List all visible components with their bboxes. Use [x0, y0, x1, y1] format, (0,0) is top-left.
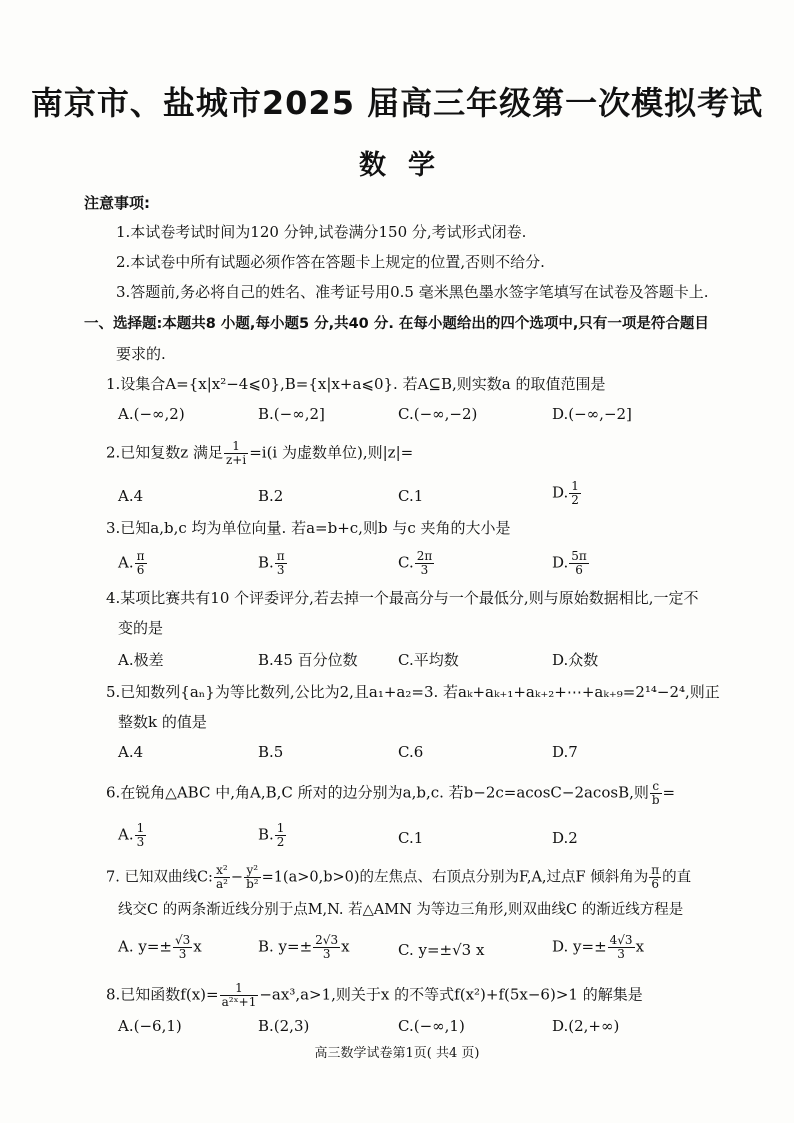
question-5-cont: 整数k 的值是: [118, 713, 207, 731]
q8-fraction: $\frac{1}{\text{a²ˣ+1}}$: [221, 981, 257, 1009]
q4-option-d: D.众数: [552, 651, 599, 669]
q7-option-a: A. y=± $\frac{√3}{3}$ x: [118, 933, 202, 961]
q2-option-d: D. $\frac{1}{2}$: [552, 479, 579, 507]
q2-option-a: A.4: [118, 487, 144, 505]
question-7-cont: 线交C 的两条渐近线分别于点M,N. 若△AMN 为等边三角形,则双曲线C 的渐近线方程是: [118, 902, 684, 918]
notice-item-2: 2.本试卷中所有试题必须作答在答题卡上规定的位置,否则不给分.: [116, 253, 545, 271]
section-heading-cont: 要求的.: [116, 345, 166, 363]
q8-option-b: B.(2,3): [258, 1017, 310, 1035]
q2-fraction: $\frac{1}{z+i}$: [225, 439, 247, 467]
q7-option-d: D. y=± $\frac{4√3}{3}$ x: [552, 933, 645, 961]
q2-option-b: B.2: [258, 487, 284, 505]
q1-option-b: B.(−∞,2]: [258, 405, 325, 423]
q5-option-a: A.4: [118, 743, 144, 761]
q3-option-a: A. $\frac{\pi}{6}$: [118, 549, 145, 577]
q5-option-d: D.7: [552, 743, 578, 761]
q5-option-b: B.5: [258, 743, 284, 761]
q4-option-a: A.极差: [118, 651, 164, 669]
q1-option-a: A.(−∞,2): [118, 405, 185, 423]
q4-option-c: C.平均数: [398, 651, 459, 669]
question-7: 7. 已知双曲线C: $\frac{\text{x²}}{\text{a²}}$ − $\frac{\text{y²}}{\text{b²}}$ =1(a>0,b>0)的左焦点、右顶点分别为F,A,过点F 倾斜角为 $\frac{\pi}{6}$ 的直: [106, 863, 692, 891]
q8-option-d: D.(2,+∞): [552, 1017, 620, 1035]
q4-option-b: B.45 百分位数: [258, 651, 358, 669]
q7-option-b: B. y=± $\frac{2√3}{3}$ x: [258, 933, 350, 961]
question-4: 4.某项比赛共有10 个评委评分,若去掉一个最高分与一个最低分,则与原始数据相比,一定不: [106, 589, 699, 607]
question-8: 8.已知函数f(x)= $\frac{1}{\text{a²ˣ+1}}$ −ax³,a>1,则关于x 的不等式f(x²)+f(5x−6)>1 的解集是: [106, 981, 643, 1009]
exam-title: 南京市、盐城市2025 届高三年级第一次模拟考试: [30, 84, 764, 122]
q6-fraction: $\frac{c}{b}$: [651, 779, 660, 807]
page-footer: 高三数学试卷第1页( 共4 页): [314, 1046, 480, 1061]
q8-option-a: A.(−6,1): [118, 1017, 182, 1035]
q3-option-d: D. $\frac{5\pi}{6}$: [552, 549, 587, 577]
q2-option-c: C.1: [398, 487, 424, 505]
section-heading: 一、选择题:本题共8 小题,每小题5 分,共40 分. 在每小题给出的四个选项中,只有一项是符合题目: [84, 316, 709, 332]
q1-option-c: C.(−∞,−2): [398, 405, 478, 423]
q6-option-a: A. $\frac{1}{3}$: [118, 821, 145, 849]
q1-option-d: D.(−∞,−2]: [552, 405, 632, 423]
q7-option-c: C. y=±√3 x: [398, 941, 485, 959]
question-1: 1.设集合A={x|x²−4⩽0},B={x|x+a⩽0}. 若A⊆B,则实数a 的取值范围是: [106, 375, 606, 393]
q6-option-b: B. $\frac{1}{2}$: [258, 821, 285, 849]
notice-item-1: 1.本试卷考试时间为120 分钟,试卷满分150 分,考试形式闭卷.: [116, 223, 527, 241]
question-6: 6.在锐角△ABC 中,角A,B,C 所对的边分别为a,b,c. 若b−2c=acosC−2acosB,则 $\frac{c}{b}$ =: [106, 779, 676, 807]
q8-option-c: C.(−∞,1): [398, 1017, 465, 1035]
question-2: 2.已知复数z 满足 $\frac{1}{z+i}$ =i(i 为虚数单位),则|z|=: [106, 439, 414, 467]
question-4-cont: 变的是: [118, 619, 164, 637]
question-5: 5.已知数列{aₙ}为等比数列,公比为2,且a₁+a₂=3. 若aₖ+aₖ₊₁+aₖ₊₂+⋯+aₖ₊₉=2¹⁴−2⁴,则正: [106, 683, 720, 701]
notice-item-3: 3.答题前,务必将自己的姓名、准考证号用0.5 毫米黑色墨水签字笔填写在试卷及答题卡上.: [116, 283, 709, 301]
q6-option-c: C.1: [398, 829, 424, 847]
q5-option-c: C.6: [398, 743, 424, 761]
question-3: 3.已知a,b,c 均为单位向量. 若a=b+c,则b 与c 夹角的大小是: [106, 519, 511, 537]
q3-option-c: C. $\frac{2\pi}{3}$: [398, 549, 433, 577]
exam-subject: 数学: [359, 150, 457, 181]
q6-option-d: D.2: [552, 829, 578, 847]
q3-option-b: B. $\frac{\pi}{3}$: [258, 549, 285, 577]
notice-heading: 注意事项:: [84, 194, 150, 212]
